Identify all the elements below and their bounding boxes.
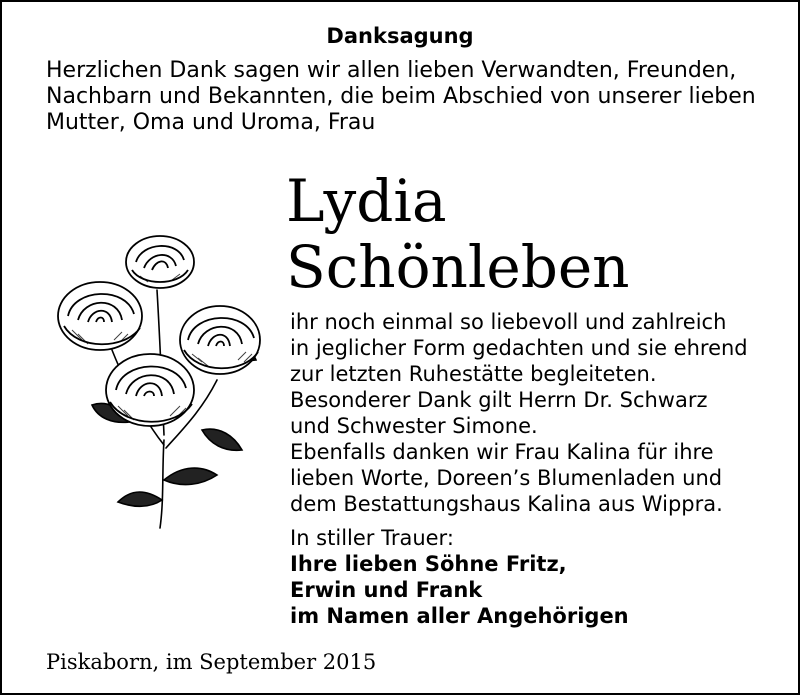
deceased-name [286, 168, 630, 300]
signoff-name-line: im Namen aller Angehörigen [290, 604, 629, 628]
signoff-name-line: Erwin und Frank [290, 578, 483, 602]
intro-line: Mutter, Oma und Uroma, Frau [46, 110, 376, 135]
signoff [290, 525, 780, 629]
signoff-name-line: Ihre lieben Söhne Fritz, [290, 552, 567, 576]
thanks-line: ihr noch einmal so liebevoll und zahlreich [290, 310, 727, 334]
thanks-line: lieben Worte, Doreen’s Blumenladen und [290, 466, 723, 490]
thanks-text [290, 309, 780, 517]
deceased-last-name: Schönleben [286, 233, 630, 301]
intro-line: Herzlichen Dank sagen wir allen lieben Verwandten, Freunden, [46, 58, 737, 83]
thanks-line: in jeglicher Form gedachten und sie ehrend [290, 336, 748, 360]
roses-illustration [52, 230, 267, 530]
deceased-first-name: Lydia [286, 167, 447, 235]
thanks-line: Besonderer Dank gilt Herrn Dr. Schwarz [290, 388, 708, 412]
thanks-line: Ebenfalls danken wir Frau Kalina für ihre [290, 440, 714, 464]
place-date: Piskaborn, im September 2015 [46, 650, 377, 674]
intro-text [46, 58, 766, 136]
thanks-line: und Schwester Simone. [290, 414, 538, 438]
intro-line: Nachbarn und Bekannten, die beim Abschied von unserer lieben [46, 84, 756, 109]
signoff-intro: In stiller Trauer: [290, 526, 454, 550]
notice-heading: Danksagung [326, 24, 474, 48]
thanks-line: dem Bestattungshaus Kalina aus Wippra. [290, 492, 723, 516]
thanks-line: zur letzten Ruhestätte begleiteten. [290, 362, 657, 386]
